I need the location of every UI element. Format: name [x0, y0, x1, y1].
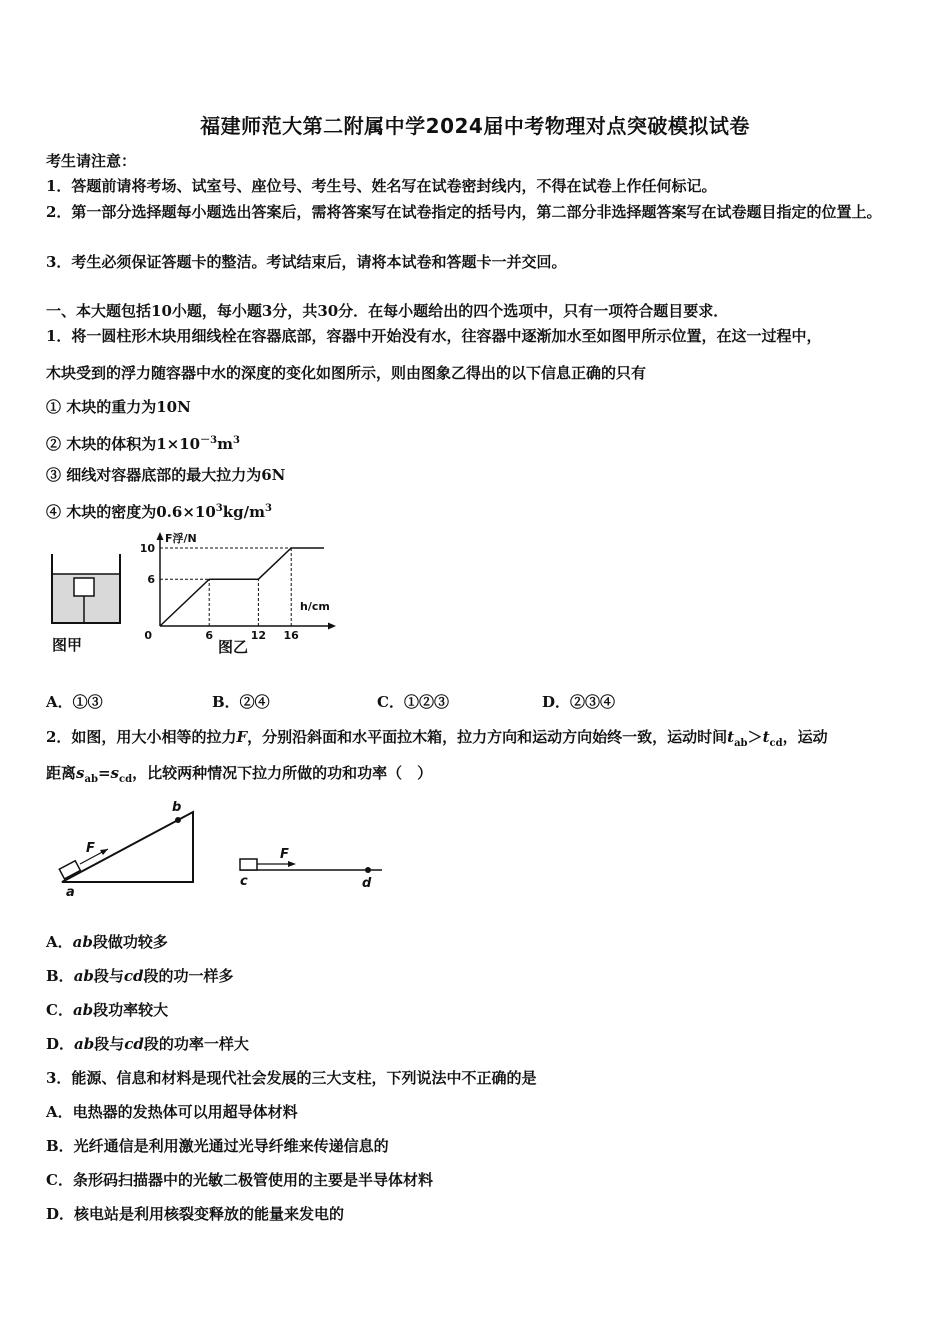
- figure-yi-graph: [140, 530, 350, 660]
- figure-jia: [44, 550, 134, 660]
- y-tick-label-10: 10: [140, 542, 155, 555]
- q2-option-a[interactable]: A．ab段做功较多: [46, 933, 168, 951]
- q2-stem-line-2: 距离$s_{ab}=s_{cd}$，比较两种情况下拉力所做的功和功率（ ）: [46, 764, 433, 785]
- figure-yi-caption: 图乙: [218, 638, 249, 656]
- x-tick-label-12: 12: [250, 629, 267, 642]
- incline-diagram: [59, 800, 193, 900]
- q3-option-a[interactable]: A．电热器的发热体可以用超导体材料: [46, 1103, 298, 1121]
- page-title: 福建师范大第二附属中学2024届中考物理对点突破模拟试卷: [200, 114, 750, 138]
- y-axis-label: F浮/N: [165, 532, 197, 545]
- q2-option-b[interactable]: B．ab段与cd段的功一样多: [46, 967, 234, 985]
- notice-item-1: 1．答题前请将考场、试室号、座位号、考生号、姓名写在试卷密封线内，不得在试卷上作任何标记。: [46, 177, 717, 195]
- label-b: b: [172, 800, 182, 815]
- wooden-block: [74, 578, 94, 596]
- label-F-incline: F: [86, 841, 95, 856]
- figure-jia-caption: 图甲: [52, 636, 83, 654]
- crate-on-incline: [59, 861, 80, 879]
- q2-figure: [50, 796, 390, 901]
- q1-option-c[interactable]: C．①②③: [377, 693, 449, 711]
- crate-horizontal: [240, 859, 257, 870]
- q1-option-b[interactable]: B．②④: [212, 693, 270, 711]
- q2-option-c[interactable]: C．ab段功率较大: [46, 1001, 169, 1019]
- label-a: a: [66, 885, 75, 900]
- q3-option-c[interactable]: C．条形码扫描器中的光敏二极管使用的主要是半导体材料: [46, 1171, 433, 1189]
- notice-heading: 考生请注意：: [46, 152, 137, 170]
- origin-label: 0: [144, 629, 152, 642]
- q2-option-d[interactable]: D．ab段与cd段的功率一样大: [46, 1035, 249, 1053]
- label-c: c: [240, 874, 248, 889]
- section-1-heading: 一、本大题包括10小题，每小题3分，共30分．在每小题给出的四个选项中，只有一项符合题目要求．: [46, 302, 729, 320]
- series-line: [160, 548, 324, 626]
- q1-stem-line-1: 1．将一圆柱形木块用细线栓在容器底部，容器中开始没有水，往容器中逐渐加水至如图甲所示位置，在这一过程中，: [46, 327, 822, 345]
- point-b: [175, 817, 181, 823]
- q1-statement-1: ① 木块的重力为10N: [46, 398, 191, 416]
- q1-statement-3: ③ 细线对容器底部的最大拉力为6N: [46, 466, 286, 484]
- label-F-horizontal: F: [280, 847, 289, 862]
- x-axis-arrow: [328, 623, 336, 630]
- notice-item-2: 2．第一部分选择题每小题选出答案后，需将答案写在试卷指定的括号内，第二部分非选择题答案写在试卷题目指定的位置上。: [46, 203, 882, 221]
- label-d: d: [362, 876, 372, 891]
- y-tick-label-6: 6: [147, 573, 155, 587]
- horizontal-diagram: [240, 847, 382, 891]
- force-arrowhead-horizontal: [288, 861, 296, 867]
- incline-triangle: [62, 812, 193, 882]
- q1-option-d[interactable]: D．②③④: [542, 693, 616, 711]
- point-d: [365, 867, 371, 873]
- q1-statement-4: ④ 木块的密度为$0.6\times 10^3kg/m^3$: [46, 503, 272, 521]
- y-axis-arrow: [157, 532, 164, 540]
- q1-option-a[interactable]: A．①③: [46, 693, 103, 711]
- q3-option-b[interactable]: B．光纤通信是利用激光通过光导纤维来传递信息的: [46, 1137, 389, 1155]
- q1-statement-2: ② 木块的体积为$1\times 10^{-3}m^3$: [46, 435, 240, 453]
- q1-stem-line-2: 木块受到的浮力随容器中水的深度的变化如图所示，则由图象乙得出的以下信息正确的只有: [46, 364, 647, 382]
- q3-option-d[interactable]: D．核电站是利用核裂变释放的能量来发电的: [46, 1205, 345, 1223]
- q3-stem: 3．能源、信息和材料是现代社会发展的三大支柱，下列说法中不正确的是: [46, 1069, 537, 1087]
- x-axis-label: h/cm: [300, 600, 330, 613]
- notice-item-3: 3．考生必须保证答题卡的整洁。考试结束后，请将本试卷和答题卡一并交回。: [46, 253, 567, 271]
- q2-stem-line-1: 2．如图，用大小相等的拉力F，分别沿斜面和水平面拉木箱，拉力方向和运动方向始终一致，运动时间$t_{ab}>t_{cd}$，运动: [46, 728, 828, 749]
- x-tick-label-6: 6: [205, 629, 214, 642]
- x-tick-label-16: 16: [283, 629, 299, 642]
